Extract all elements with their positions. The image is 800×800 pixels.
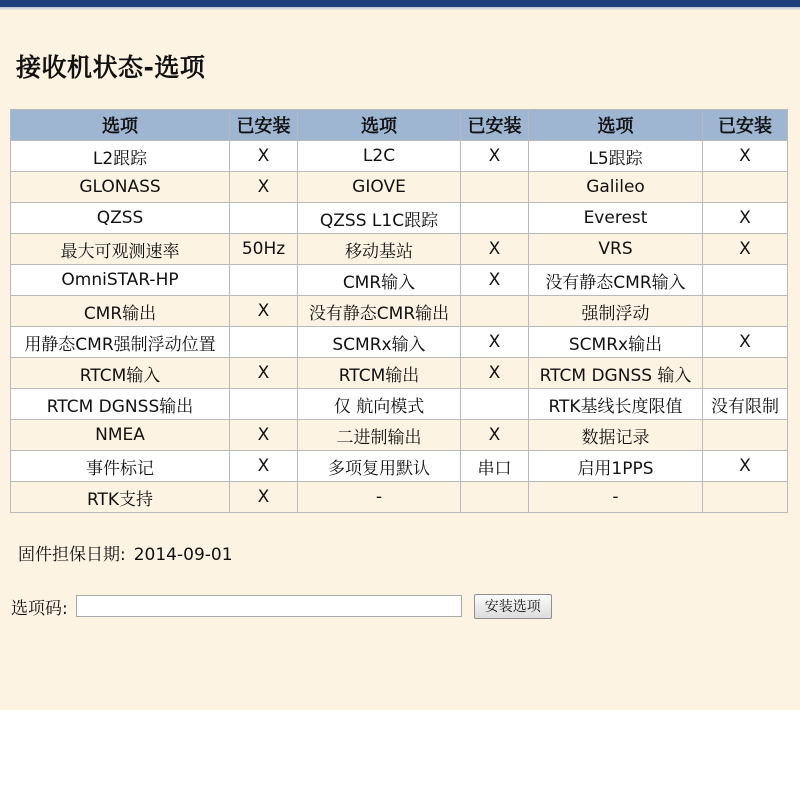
option-name: OmniSTAR-HP	[11, 265, 230, 296]
option-name: RTCM输出	[298, 358, 461, 389]
firmware-warranty-label: 固件担保日期:	[18, 545, 126, 565]
option-name: VRS	[529, 234, 703, 265]
table-row	[11, 420, 788, 451]
table-row	[11, 389, 788, 420]
table-row	[11, 358, 788, 389]
option-name: L2跟踪	[11, 141, 230, 172]
option-name: CMR输出	[11, 296, 230, 327]
option-name: 没有静态CMR输出	[298, 296, 461, 327]
top-bar	[0, 0, 800, 7]
option-name: 移动基站	[298, 234, 461, 265]
installed-flag	[461, 203, 529, 234]
col-header-option: 选项	[298, 110, 461, 141]
installed-flag: X	[703, 141, 788, 172]
installed-flag: X	[703, 203, 788, 234]
table-row	[11, 451, 788, 482]
installed-flag: X	[461, 265, 529, 296]
installed-flag: X	[230, 141, 298, 172]
table-row	[11, 327, 788, 358]
option-name: QZSS L1C跟踪	[298, 203, 461, 234]
option-name: 二进制输出	[298, 420, 461, 451]
installed-flag: X	[230, 172, 298, 203]
installed-flag: 50Hz	[230, 234, 298, 265]
options-table	[10, 109, 788, 513]
installed-flag: X	[461, 141, 529, 172]
option-name: -	[298, 482, 461, 513]
option-name: 数据记录	[529, 420, 703, 451]
installed-flag: X	[230, 296, 298, 327]
installed-flag	[230, 203, 298, 234]
option-name: L5跟踪	[529, 141, 703, 172]
installed-flag: X	[461, 420, 529, 451]
table-row	[11, 234, 788, 265]
installed-flag	[703, 420, 788, 451]
option-name: RTK支持	[11, 482, 230, 513]
installed-flag: X	[230, 482, 298, 513]
table-row	[11, 203, 788, 234]
col-header-installed: 已安装	[230, 110, 298, 141]
option-name: 用静态CMR强制浮动位置	[11, 327, 230, 358]
option-name: GIOVE	[298, 172, 461, 203]
installed-flag: X	[461, 327, 529, 358]
installed-flag	[461, 296, 529, 327]
installed-flag: X	[461, 234, 529, 265]
option-name: 多项复用默认	[298, 451, 461, 482]
option-name: Galileo	[529, 172, 703, 203]
option-code-input[interactable]	[76, 595, 462, 617]
installed-flag	[461, 482, 529, 513]
option-name: CMR输入	[298, 265, 461, 296]
option-name: 没有静态CMR输入	[529, 265, 703, 296]
installed-flag: 串口	[461, 451, 529, 482]
page-title: 接收机状态-选项	[16, 53, 206, 82]
table-row	[11, 141, 788, 172]
option-name: RTCM DGNSS 输入	[529, 358, 703, 389]
col-header-option: 选项	[529, 110, 703, 141]
installed-flag	[230, 327, 298, 358]
option-name: GLONASS	[11, 172, 230, 203]
table-row	[11, 172, 788, 203]
option-name: SCMRx输入	[298, 327, 461, 358]
col-header-installed: 已安装	[461, 110, 529, 141]
installed-flag: X	[230, 358, 298, 389]
installed-flag	[703, 265, 788, 296]
option-name: 启用1PPS	[529, 451, 703, 482]
firmware-warranty-row	[18, 540, 233, 565]
option-name: -	[529, 482, 703, 513]
installed-flag: X	[703, 234, 788, 265]
installed-flag: X	[703, 327, 788, 358]
table-row	[11, 482, 788, 513]
option-name: 强制浮动	[529, 296, 703, 327]
col-header-installed: 已安装	[703, 110, 788, 141]
option-name: 仅 航向模式	[298, 389, 461, 420]
option-name: 最大可观测速率	[11, 234, 230, 265]
table-header-row	[11, 110, 788, 141]
option-name: RTCM DGNSS输出	[11, 389, 230, 420]
installed-flag	[230, 389, 298, 420]
installed-flag: X	[230, 420, 298, 451]
installed-flag: X	[703, 451, 788, 482]
installed-flag	[461, 389, 529, 420]
installed-flag	[230, 265, 298, 296]
option-name: SCMRx输出	[529, 327, 703, 358]
option-code-label: 选项码:	[11, 598, 68, 619]
option-name: RTCM输入	[11, 358, 230, 389]
option-name: L2C	[298, 141, 461, 172]
col-header-option: 选项	[11, 110, 230, 141]
firmware-warranty-date: 2014-09-01	[133, 545, 233, 565]
installed-flag: X	[461, 358, 529, 389]
installed-flag	[703, 358, 788, 389]
installed-flag	[703, 296, 788, 327]
installed-flag: X	[230, 451, 298, 482]
option-name: NMEA	[11, 420, 230, 451]
option-name: RTK基线长度限值	[529, 389, 703, 420]
option-code-row	[11, 592, 552, 620]
option-name: Everest	[529, 203, 703, 234]
installed-flag	[703, 482, 788, 513]
installed-flag: 没有限制	[703, 389, 788, 420]
table-row	[11, 296, 788, 327]
option-name: QZSS	[11, 203, 230, 234]
installed-flag	[461, 172, 529, 203]
installed-flag	[703, 172, 788, 203]
table-row	[11, 265, 788, 296]
option-name: 事件标记	[11, 451, 230, 482]
install-option-button[interactable]: 安装选项	[474, 594, 552, 619]
